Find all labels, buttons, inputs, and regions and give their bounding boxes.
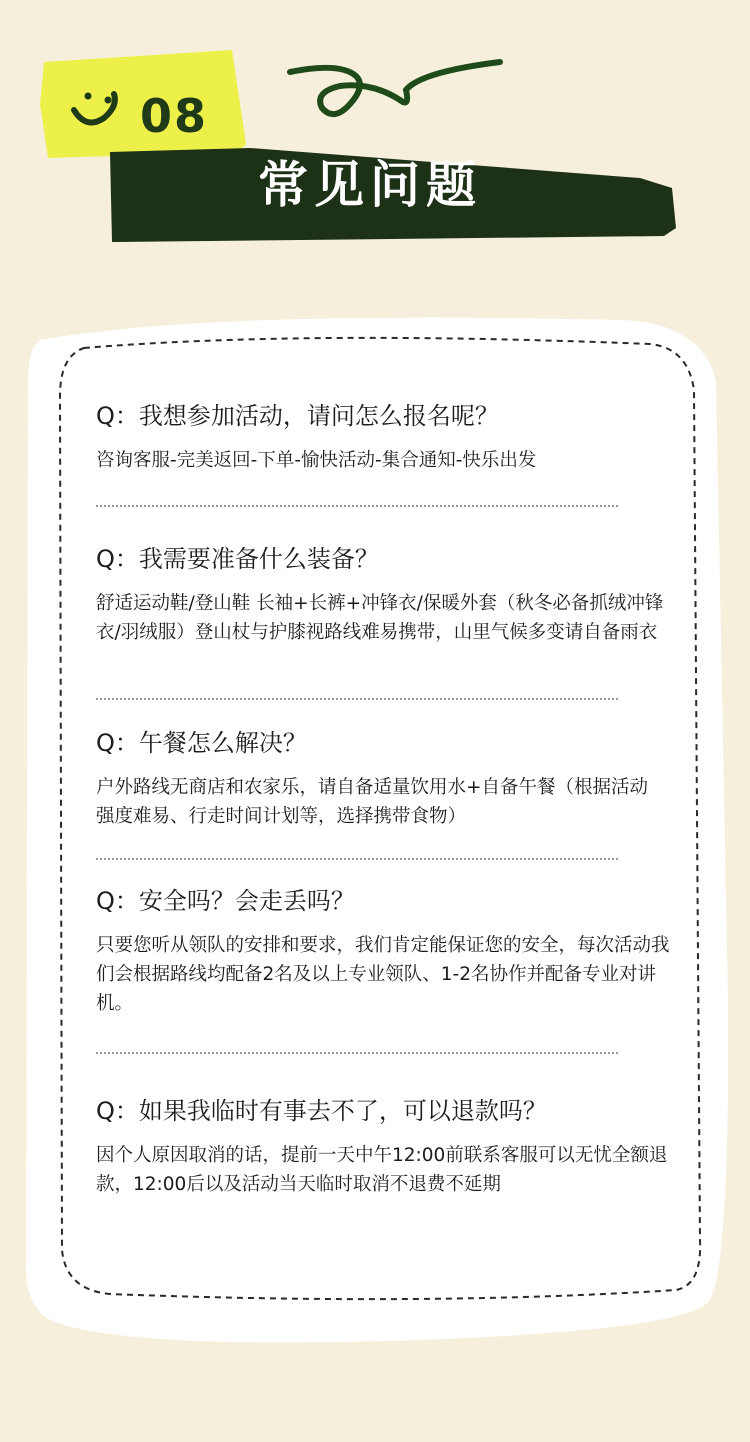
section-number: 08 — [140, 89, 209, 143]
faq-question: Q：我需要准备什么装备？ — [96, 545, 379, 573]
divider — [96, 858, 618, 860]
faq-item — [96, 1095, 686, 1199]
header-decoration — [0, 0, 750, 300]
faq-question: Q：我想参加活动，请问怎么报名呢？ — [96, 402, 499, 430]
header — [0, 0, 750, 300]
faq-answer: 只要您听从领队的安排和要求，我们肯定能保证您的安全，每次活动我们会根据路线均配备2名及以上专业领队、1-2名协作并配备专业对讲机。 — [96, 935, 670, 1014]
faq-question: Q：午餐怎么解决？ — [96, 729, 307, 757]
page-title: 常见问题 — [258, 156, 482, 214]
squiggle-icon — [290, 62, 500, 114]
faq-question: Q：如果我临时有事去不了，可以退款吗？ — [96, 1097, 547, 1125]
faq-item — [96, 885, 686, 1018]
faq-answer: 户外路线无商店和农家乐，请自备适量饮用水+自备午餐（根据活动强度难易、行走时间计划等，选择携带食物） — [96, 777, 649, 827]
faq-answer: 舒适运动鞋/登山鞋 长袖+长裤+冲锋衣/保暖外套（秋冬必备抓绒冲锋衣/羽绒服）登山杖与护膝视路线难易携带，山里气候多变请自备雨衣 — [96, 593, 664, 643]
divider — [96, 1052, 618, 1054]
divider — [96, 505, 618, 507]
faq-answer: 因个人原因取消的话，提前一天中午12:00前联系客服可以无忧全额退款，12:00后以及活动当天临时取消不退费不延期 — [96, 1145, 668, 1195]
faq-question: Q：安全吗？会走丢吗？ — [96, 887, 355, 915]
divider — [96, 698, 618, 700]
faq-answer: 咨询客服-完美返回-下单-愉快活动-集合通知-快乐出发 — [96, 450, 537, 471]
faq-item — [96, 400, 686, 475]
faq-item — [96, 543, 686, 647]
faq-item — [96, 727, 686, 831]
faq-card — [0, 300, 750, 1360]
